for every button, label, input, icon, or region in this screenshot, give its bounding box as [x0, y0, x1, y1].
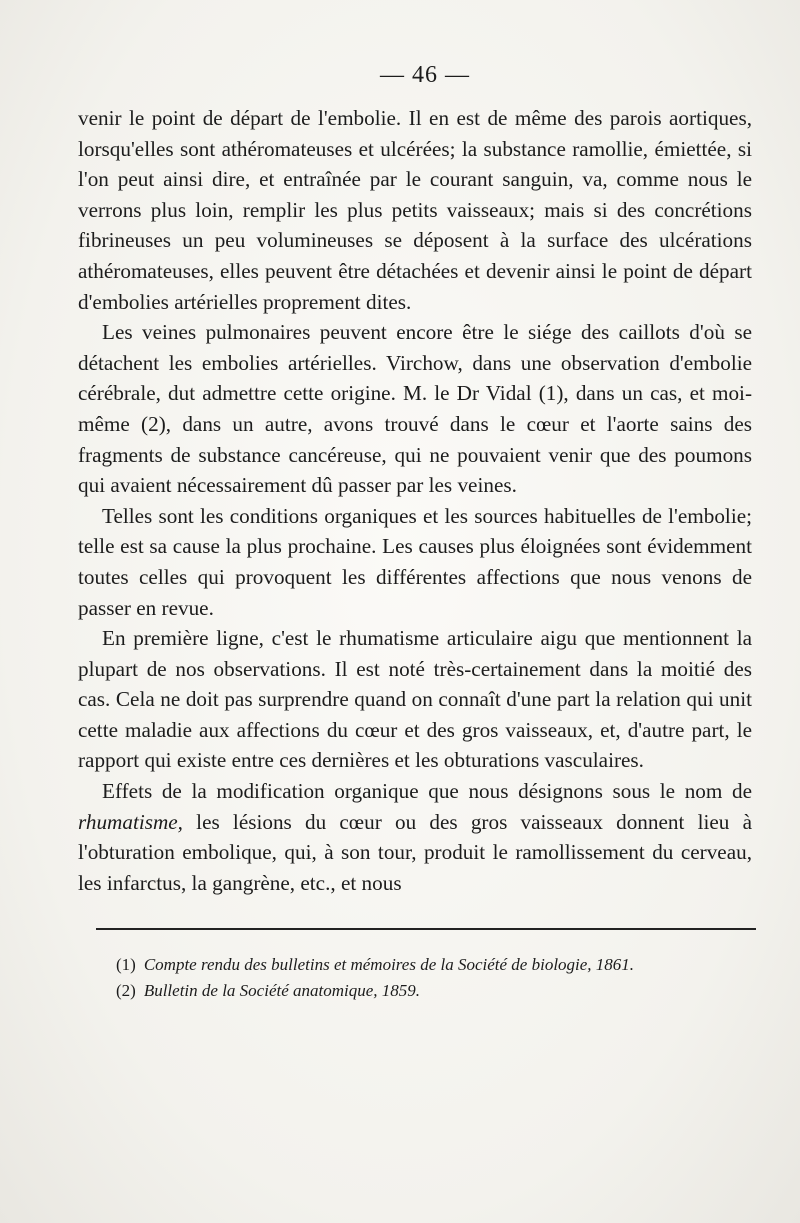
paragraph-5-start: Effets de la modification organique que nous désignons sous le nom de [102, 779, 752, 804]
paragraph-3: Telles sont les conditions organiques et les sources habituelles de l'embolie; telle est sa cause la plus prochaine. Les causes plus éloignées sont évidemment toutes celles qui provoquent les différentes affections que nous venons de passer en revue. [78, 503, 752, 620]
page-number: — 46 — [380, 62, 470, 88]
paragraph-1: venir le point de départ de l'embolie. Il en est de même des parois aortiques, lorsqu'elles sont athéromateuses et ulcérées; la substance ramollie, émiettée, si l'on peut ainsi dire, et entraînée par le courant sanguin, va, comme nous le verrons plus loin, remplir les plus petits vaisseaux; mais si des concrétions fibrineuses un peu volumineuses se déposent à la surface des ulcérations athéromateuses, elles peuvent être détachées et devenir ainsi le point de départ d'embolies artérielles proprement dites. [78, 106, 752, 314]
paragraph-4: En première ligne, c'est le rhumatisme articulaire aigu que mentionnent la plupart de nos observations. Il est noté très-certainement dans la moitié des cas. Cela ne doit pas surprendre quand on connaît d'une part la relation qui unit cette maladie aux affections du cœur et des gros vaisseaux, et, d'autre part, le rapport qui existe entre ces dernières et les obturations vasculaires. [78, 626, 752, 773]
paragraph-5 [78, 776, 752, 898]
paragraph-5-end: les lésions du cœur ou des gros vaisseaux donnent lieu à l'obturation embolique, qui, à son tour, produit le ramollissement du cerveau, les infarctus, la gangrène, etc., et nous [78, 809, 752, 895]
footnote-1-text: Compte rendu des bulletins et mémoires de la Société de biologie, 1861. [143, 955, 635, 975]
footnotes [78, 952, 752, 1004]
paragraph-2: Les veines pulmonaires peuvent encore être le siége des caillots d'où se détachent les embolies artérielles. Virchow, dans une observation d'embolie cérébrale, dut admettre cette origine. M. le Dr Vidal (1), dans un cas, et moi-même (2), dans un autre, avons trouvé dans le cœur et l'aorte sains des fragments de substance cancéreuse, qui ne pouvaient venir que des poumons qui avaient nécessairement dû passer par les veines. [78, 320, 752, 498]
paragraph-5-italic: rhumatisme, [78, 809, 183, 834]
footnote-divider [96, 928, 756, 930]
footnote-2-text: Bulletin de la Société anatomique, 1859. [143, 981, 421, 1001]
body-text [78, 103, 752, 898]
footnote-2 [116, 978, 752, 1004]
footnote-2-mark: (2) [116, 981, 136, 1001]
footnote-1-mark: (1) [116, 955, 136, 975]
footnote-1 [116, 952, 752, 978]
